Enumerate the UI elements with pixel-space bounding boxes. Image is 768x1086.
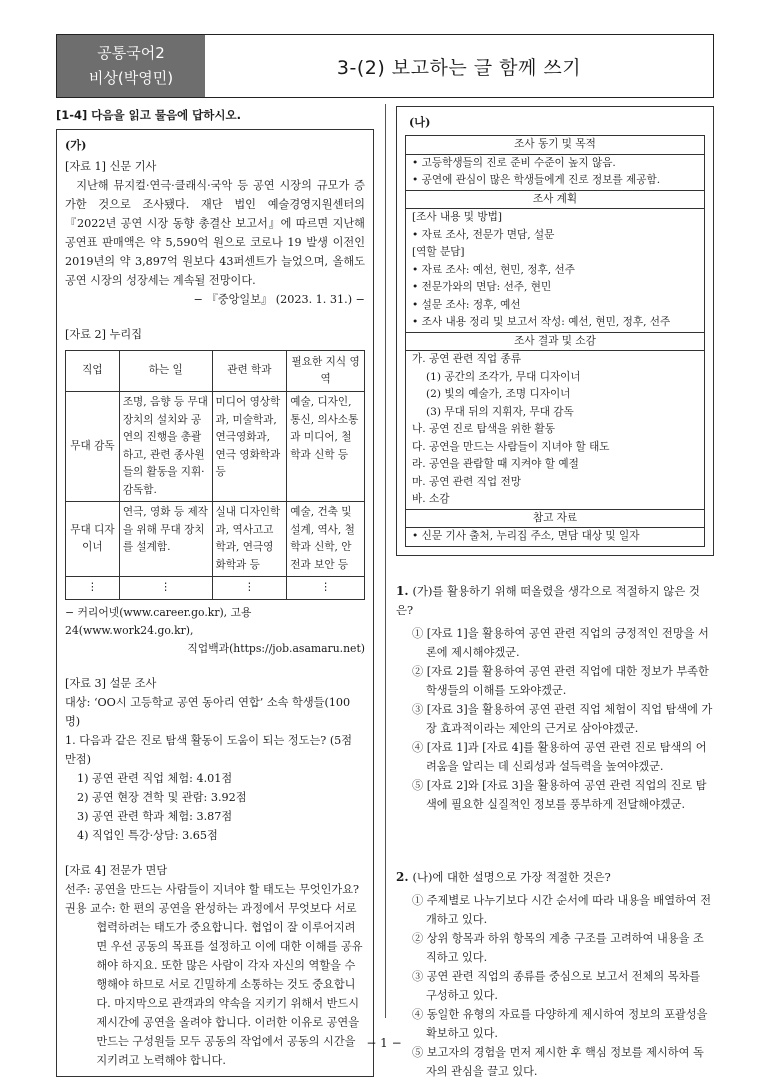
page-header [56, 34, 714, 98]
source2-title: [자료 2] 누리집 [65, 328, 142, 341]
question-1 [396, 582, 714, 814]
answer-choice[interactable]: ② 상위 항목과 하위 항목의 계층 구조를 고려하여 내용을 조직하고 있다. [412, 931, 704, 964]
question-stem [396, 868, 714, 887]
table-cell: 무대 디자이너 [66, 502, 120, 577]
page-number: − 1 − [366, 1036, 402, 1050]
outline-item: • 고등학생들의 진로 준비 수준이 높지 않음. [406, 155, 704, 173]
outline-item: • 자료 조사: 예선, 현민, 정후, 선주 [406, 262, 704, 280]
answer-choice[interactable]: ⑤ 보고자의 경험을 먼저 제시한 후 핵심 정보를 제시하여 독자의 관심을 끌고 있다. [412, 1045, 704, 1078]
header-cell: 관련 학과 [212, 351, 287, 392]
passage-na [396, 106, 714, 556]
source1-citation: − 『중앙일보』 (2023. 1. 31.) − [193, 293, 365, 306]
subject-name: 공통국어2 [97, 44, 165, 62]
outline-item: 다. 공연을 만드는 사람들이 지녀야 할 태도 [412, 440, 610, 453]
subject-box [57, 35, 205, 97]
answer-choice[interactable]: ⑤ [자료 2]와 [자료 3]을 활용하여 공연 관련 직업의 진로 탐색에 필요한 실질적인 정보를 풍부하게 전달해야겠군. [412, 778, 707, 811]
source2-citation [65, 604, 365, 658]
table-cell: 무대 감독 [66, 392, 120, 502]
answer-choice[interactable]: ④ 동일한 유형의 자료를 다양하게 제시하여 정보의 포괄성을 확보하고 있다. [412, 1007, 708, 1040]
table-cell: 조명, 음향 등 무대 장치의 설치와 공연의 진행을 총괄하고, 관련 종사원들의 활동을 지휘·감독함. [119, 392, 212, 502]
passage-label: (나) [409, 115, 431, 129]
outline-item: 마. 공연 관련 직업 전망 [412, 475, 521, 488]
source2-citation-line2: 직업백과(https://job.asamaru.net) [187, 641, 365, 655]
outline-subitem: (3) 무대 뒤의 지휘자, 무대 감독 [426, 405, 574, 418]
source3-title: [자료 3] 설문 조사 [65, 676, 157, 690]
outline-item: • 전문가와의 면담: 선주, 현민 [406, 279, 704, 297]
question-text: (가)를 활용하기 위해 떠올렸을 생각으로 적절하지 않은 것은? [396, 583, 700, 617]
table-cell: 미디어 영상학과, 미술학과, 연극영화과, 연극 영화학과 등 [212, 392, 287, 502]
outline-sublabel: [역할 분담] [412, 246, 465, 258]
passage-ga [56, 129, 374, 1077]
section-title: 조사 결과 및 소감 [406, 332, 704, 352]
table-cell: 예술, 디자인, 통신, 의사소통과 미디어, 철학과 신학 등 [287, 392, 365, 502]
survey-item: 2) 공연 현장 견학 및 관람: 3.92점 [77, 790, 247, 804]
outline-item: • 자료 조사, 전문가 면담, 설문 [406, 227, 704, 245]
outline-item: • 조사 내용 정리 및 보고서 작성: 예선, 현민, 정후, 선주 [406, 314, 704, 332]
passage-label: (가) [65, 138, 87, 152]
section-title: 조사 동기 및 목적 [406, 136, 704, 155]
table-cell: 연극, 영화 등 제작을 위해 무대 장치를 설계함. [119, 502, 212, 577]
outline-item: • 설문 조사: 정후, 예선 [406, 297, 704, 315]
column-divider [385, 104, 386, 1018]
outline-subitem: (2) 빛의 예술가, 조명 디자이너 [426, 388, 571, 400]
table-row [66, 577, 365, 600]
outline-subitem: (1) 공간의 조각가, 무대 디자이너 [426, 370, 581, 383]
right-column [396, 106, 714, 1081]
source2-citation-line1: − 커리어넷(www.career.go.kr), 고용24(www.work24.go.kr), [65, 605, 252, 637]
survey-question: 1. 다음과 같은 진로 탐색 활동이 도움이 되는 정도는? (5점 만점) [65, 733, 353, 766]
outline-item: • 신문 기사 출처, 누리집 주소, 면담 대상 및 일자 [406, 528, 704, 546]
survey-item: 1) 공연 관련 직업 체험: 4.01점 [77, 771, 233, 785]
question-number: 1. [396, 583, 409, 598]
interview-answer: 권용 교수: 한 편의 공연을 완성하는 과정에서 무엇보다 서로 협력하려는 태도가 중요합니다. 협업이 잘 이루어지려면 우선 공동의 목표를 설정하고 이에 대한 이해를 공유해야 하지요. 또한 많은 사람이 각자 자신의 역할을 수행해야 하므로 서로 긴밀하게 소통하는 것도 중요합니다. 마지막으로 관객과의 약속을 지키기 위해서 반드시 제시간에 공연을 올려야 합니다. 이러한 이유로 공연을 만드는 구성원들 모두 공동의 작업에서 공동의 시간을 지키려고 노력해야 합니다. [65, 901, 363, 1067]
question-text: (나)에 대한 설명으로 가장 적절한 것은? [412, 869, 611, 884]
left-column [56, 106, 374, 1077]
survey-item: 4) 직업인 특강·상담: 3.65점 [77, 828, 218, 842]
table-cell: ⋮ [212, 577, 287, 600]
table-header-row [66, 351, 365, 392]
outline-item: 바. 소감 [412, 493, 450, 505]
survey-target: 대상: ‘OO시 고등학교 공연 동아리 연합’ 소속 학생들(100명) [65, 695, 351, 728]
survey-results [65, 769, 365, 845]
answer-choice[interactable]: ① [자료 1]을 활용하여 공연 관련 직업의 긍정적인 전망을 서론에 제시해야겠군. [412, 626, 709, 659]
source1-title: [자료 1] 신문 기사 [65, 160, 157, 173]
table-cell: 예술, 건축 및 설계, 역사, 철학과 신학, 안전과 보안 등 [287, 502, 365, 577]
outline-item: 가. 공연 관련 직업 종류 [412, 353, 521, 365]
outline-item: • 공연에 관심이 많은 학생들에게 진로 정보를 제공함. [406, 172, 704, 190]
table-cell: ⋮ [287, 577, 365, 600]
question-stem [396, 582, 714, 620]
source4-title: [자료 4] 전문가 면담 [65, 863, 168, 877]
answer-choice[interactable]: ② [자료 2]를 활용하여 공연 관련 직업에 대한 정보가 부족한 학생들의 이해를 도와야겠군. [412, 664, 709, 697]
instruction: [1-4] 다음을 읽고 물음에 답하시오. [56, 108, 241, 122]
jobs-table [65, 350, 365, 600]
question-number: 2. [396, 869, 409, 884]
textbook-publisher: 비상(박영민) [88, 69, 174, 87]
table-row [66, 392, 365, 502]
interview-question: 선주: 공연을 만드는 사람들이 지녀야 할 태도는 무엇인가요? [65, 882, 360, 896]
source1-body: 지난해 뮤지컬·연극·클래식·국악 등 공연 시장의 규모가 증가한 것으로 조사됐다. 재단 법인 예술경영지원센터의 『2022년 공연 시장 동향 총결산 보고서』에 따르면 지난해 공연표 판매액은 약 5,590억 원으로 코로나 19 발생 이전인 2019년의 약 3,897억 원보다 43퍼센트가 늘었으며, 올해도 공연 시장의 성장세는 계속될 전망이다. [65, 179, 365, 287]
table-cell: 실내 디자인학과, 역사고고학과, 연극영화학과 등 [212, 502, 287, 577]
answer-choice[interactable]: ③ 공연 관련 직업의 종류를 중심으로 보고서 전체의 목차를 구성하고 있다. [412, 969, 701, 1002]
section-title: 조사 계획 [406, 190, 704, 210]
unit-title: 3-(2) 보고하는 글 함께 쓰기 [336, 56, 582, 79]
outline-item: 라. 공연을 관람할 때 지켜야 할 예절 [412, 458, 579, 470]
header-cell: 필요한 지식 영역 [287, 351, 365, 392]
answer-choice[interactable]: ④ [자료 1]과 [자료 4]를 활용하여 공연 관련 진로 탐색의 어려움을 알리는 데 신뢰성과 설득력을 높여야겠군. [412, 740, 707, 773]
outline-item: 나. 공연 진로 탐색을 위한 활동 [412, 423, 556, 435]
table-cell: ⋮ [119, 577, 212, 600]
table-cell: ⋮ [66, 577, 120, 600]
header-cell: 하는 일 [119, 351, 212, 392]
table-row [66, 502, 365, 577]
report-outline [405, 135, 705, 547]
outline-sublabel: [조사 내용 및 방법] [412, 211, 503, 223]
header-cell: 직업 [66, 351, 120, 392]
answer-choice[interactable]: ① 주제별로 나누기보다 시간 순서에 따라 내용을 배열하여 전개하고 있다. [412, 893, 712, 926]
section-title: 참고 자료 [406, 509, 704, 529]
answer-choice[interactable]: ③ [자료 3]을 활용하여 공연 관련 직업 체험이 직업 탐색에 가장 효과적이라는 제안의 근거로 삼아야겠군. [412, 702, 713, 735]
survey-item: 3) 공연 관련 학과 체험: 3.87점 [77, 809, 233, 823]
